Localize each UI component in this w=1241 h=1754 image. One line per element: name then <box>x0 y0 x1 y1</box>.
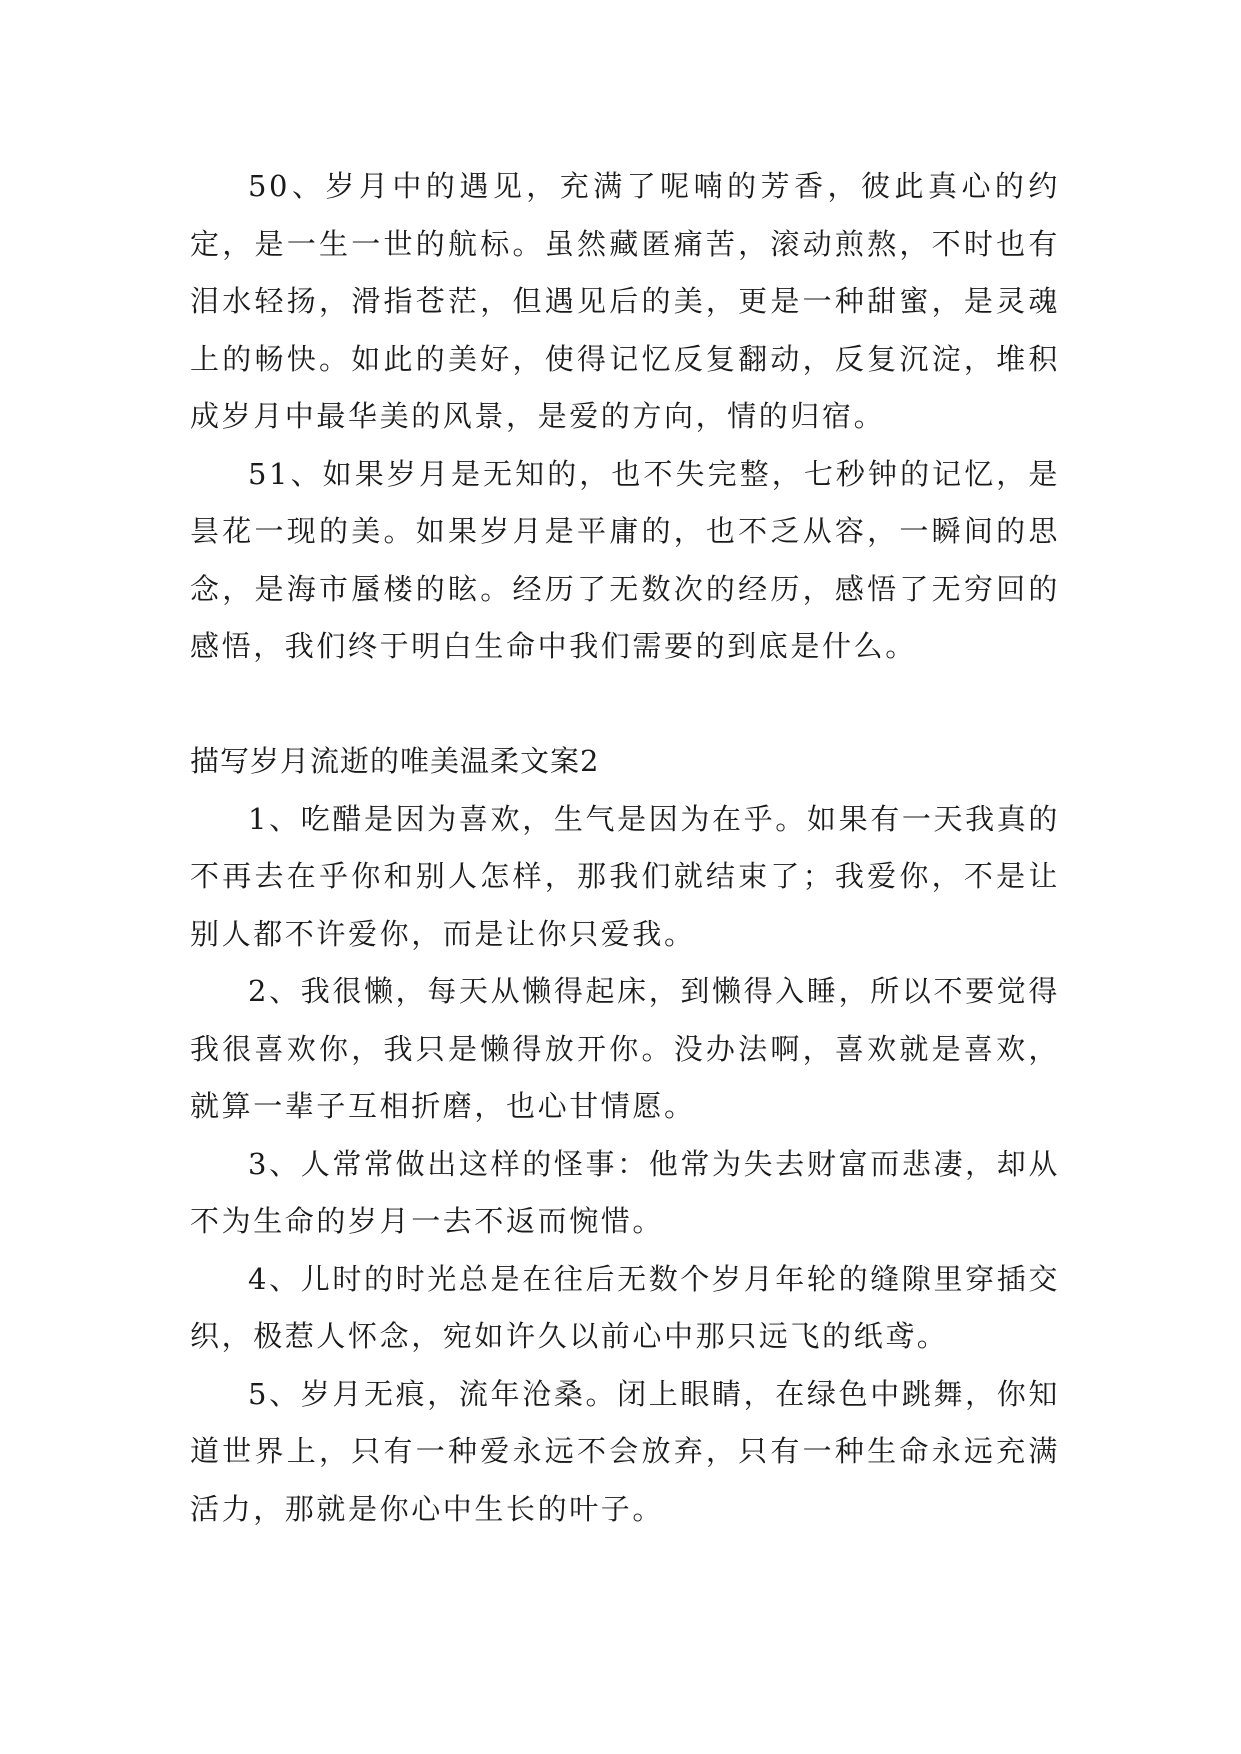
paragraph-51: 51、如果岁月是无知的，也不失完整，七秒钟的记忆，是昙花一现的美。如果岁月是平庸的，也不乏从容，一瞬间的思念，是海市蜃楼的眩。经历了无数次的经历，感悟了无穷回的感悟，我们终于明白生命中我们需要的到底是什么。 <box>190 456 1060 663</box>
section-heading: 描写岁月流逝的唯美温柔文案2 <box>190 744 600 778</box>
paragraph-3: 3、人常常做出这样的怪事：他常为失去财富而悲凄，却从不为生命的岁月一去不返而惋惜。 <box>190 1146 1060 1238</box>
document-body <box>190 158 1060 1538</box>
section-spacer <box>190 676 1060 734</box>
paragraph-2: 2、我很懒，每天从懒得起床，到懒得入睡，所以不要觉得我很喜欢你，我只是懒得放开你。没办法啊，喜欢就是喜欢，就算一辈子互相折磨，也心甘情愿。 <box>190 974 1060 1123</box>
paragraph-1: 1、吃醋是因为喜欢，生气是因为在乎。如果有一天我真的不再去在乎你和别人怎样，那我们就结束了；我爱你，不是让别人都不许爱你，而是让你只爱我。 <box>190 801 1060 951</box>
paragraph-50: 50、岁月中的遇见，充满了呢喃的芳香，彼此真心的约定，是一生一世的航标。虽然藏匿痛苦，滚动煎熬，不时也有泪水轻扬，滑指苍茫，但遇见后的美，更是一种甜蜜，是灵魂上的畅快。如此的美好，使得记忆反复翻动，反复沉淀，堆积成岁月中最华美的风景，是爱的方向，情的归宿。 <box>190 169 1060 433</box>
paragraph-5: 5、岁月无痕，流年沧桑。闭上眼睛，在绿色中跳舞，你知道世界上，只有一种爱永远不会放弃，只有一种生命永远充满活力，那就是你心中生长的叶子。 <box>190 1376 1060 1526</box>
paragraph-4: 4、儿时的时光总是在往后无数个岁月年轮的缝隙里穿插交织，极惹人怀念，宛如许久以前心中那只远飞的纸鸢。 <box>190 1261 1060 1353</box>
